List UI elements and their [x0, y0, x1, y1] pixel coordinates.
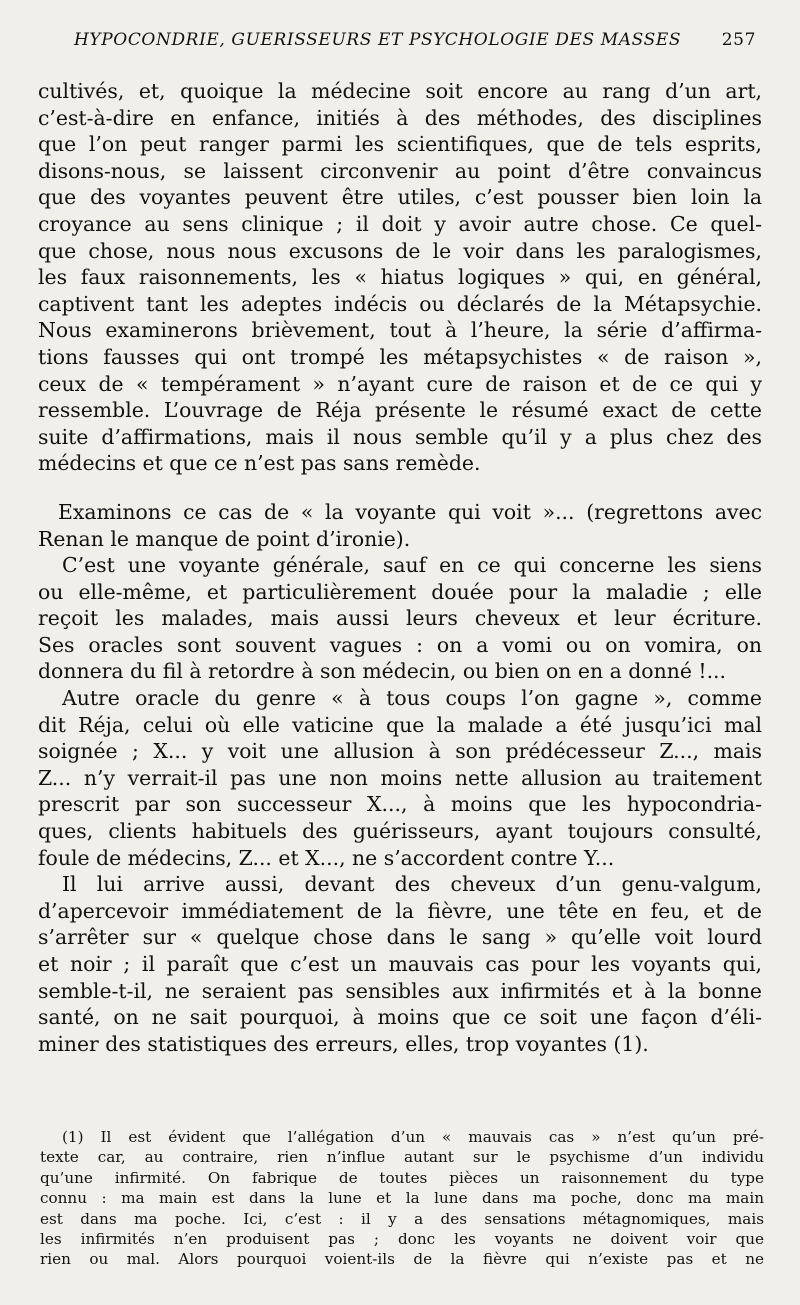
paragraph-gap: [38, 477, 762, 499]
text-line: dit Réja, celui où elle vaticine que la malade a été jusqu’ici mal: [38, 712, 762, 737]
text-line: ques, clients habituels des guérisseurs, ayant toujours consulté,: [38, 819, 762, 844]
text-line: cultivés, et, quoique la médecine soit encore au rang d’un art,: [38, 79, 762, 103]
text-line: ceux de « tempérament » n’ayant cure de raison et de ce qui y: [38, 371, 762, 396]
text-line: miner des statistiques des erreurs, elles, trop voyantes (1).: [38, 1031, 649, 1056]
text-line: prescrit par son successeur X..., à moins que les hypocondria-: [38, 792, 762, 817]
footnote-line: qu’une infirmité. On fabrique de toutes pièces un raisonnement du type: [40, 1168, 764, 1187]
footnote-line: connu : ma main est dans la lune et la lune dans ma poche, donc ma main: [40, 1189, 764, 1208]
text-line: Examinons ce cas de « la voyante qui voit »... (regrettons avec: [58, 499, 762, 524]
text-line: les faux raisonnements, les « hiatus logiques » qui, en général,: [38, 265, 762, 290]
text-line: foule de médecins, Z... et X..., ne s’accordent contre Y...: [38, 845, 615, 870]
page-number: 257: [721, 30, 756, 50]
text-line: d’apercevoir immédiatement de la fièvre, une tête en feu, et de: [38, 898, 762, 923]
text-line: C’est une voyante générale, sauf en ce qui concerne les siens: [62, 553, 762, 578]
text-line: que chose, nous nous excusons de le voir dans les paralogismes,: [38, 238, 762, 263]
text-line: Z... n’y verrait-il pas une non moins nette allusion au traitement: [38, 765, 762, 790]
text-line: captivent tant les adeptes indécis ou déclarés de la Métapsychie.: [38, 291, 762, 316]
text-line: soignée ; X... y voit une allusion à son prédécesseur Z..., mais: [38, 739, 762, 764]
footnote-line: les infirmités n’en produisent pas ; donc les voyants ne doivent voir que: [40, 1230, 764, 1249]
text-line: Autre oracle du genre « à tous coups l’on gagne », comme: [62, 686, 762, 711]
text-line: croyance au sens clinique ; il doit y avoir autre chose. Ce quel-: [38, 211, 762, 236]
footnote-line: est dans ma poche. Ici, c’est : il y a des sensations métagnomiques, mais: [40, 1209, 764, 1228]
text-line: Il lui arrive aussi, devant des cheveux d’un genu-valgum,: [62, 872, 762, 897]
text-line: donnera du fil à retordre à son médecin, ou bien on en a donné !...: [38, 659, 727, 684]
text-line: médecins et que ce n’est pas sans remède.: [38, 451, 481, 476]
footnote-line: texte car, au contraire, rien n’influe autant sur le psychisme d’un individu: [40, 1148, 764, 1167]
text-line: suite d’affirmations, mais il nous semble qu’il y a plus chez des: [38, 424, 762, 449]
main-text: [38, 78, 762, 1057]
running-head: [74, 30, 756, 54]
running-title: HYPOCONDRIE, GUERISSEURS ET PSYCHOLOGIE DES MASSES: [74, 30, 682, 50]
text-line: Ses oracles sont souvent vagues : on a vomi ou on vomira, on: [38, 632, 762, 657]
text-line: disons-nous, se laissent circonvenir au point d’être convaincus: [38, 158, 762, 183]
text-line: c’est-à-dire en enfance, initiés à des méthodes, des disciplines: [38, 105, 762, 130]
footnote-line: rien ou mal. Alors pourquoi voient-ils de la fièvre qui n’existe pas et ne: [40, 1250, 764, 1269]
text-line: que des voyantes peuvent être utiles, c’est pousser bien loin la: [38, 185, 762, 210]
text-line: santé, on ne sait pourquoi, à moins que ce soit une façon d’éli-: [38, 1005, 762, 1030]
footnote: [40, 1127, 764, 1270]
text-line: Renan le manque de point d’ironie).: [38, 526, 411, 551]
text-line: tions fausses qui ont trompé les métapsychistes « de raison »,: [38, 344, 762, 369]
text-line: que l’on peut ranger parmi les scientifiques, que de tels esprits,: [38, 132, 762, 157]
text-line: s’arrêter sur « quelque chose dans le sang » qu’elle voit lourd: [38, 925, 762, 950]
text-line: et noir ; il paraît que c’est un mauvais cas pour les voyants qui,: [38, 952, 762, 976]
text-line: semble-t-il, ne seraient pas sensibles aux infirmités et à la bonne: [38, 978, 762, 1003]
text-line: reçoit les malades, mais aussi leurs cheveux et leur écriture.: [38, 606, 762, 631]
text-line: ou elle-même, et particulièrement douée pour la maladie ; elle: [38, 579, 762, 604]
text-line: ressemble. L’ouvrage de Réja présente le résumé exact de cette: [38, 398, 762, 423]
footnote-line: (1) Il est évident que l’allégation d’un « mauvais cas » n’est qu’un pré-: [62, 1128, 764, 1146]
text-line: Nous examinerons brièvement, tout à l’heure, la série d’affirma-: [38, 318, 762, 343]
